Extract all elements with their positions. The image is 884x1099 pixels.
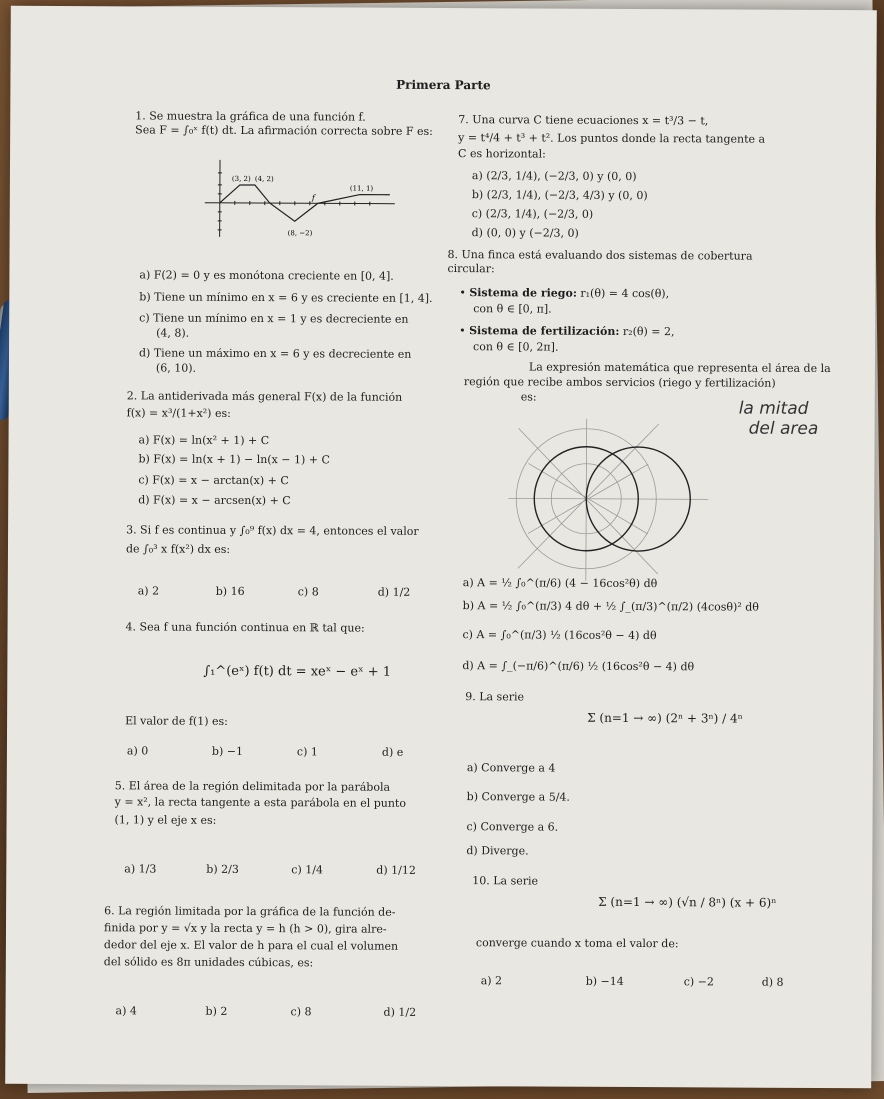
q8-option-b: b) A = ½ ∫₀^(π/3) 4 dθ + ½ ∫_(π/3)^(π/2) (4cosθ)² dθ [462,599,759,614]
q8-option-a: a) A = ½ ∫₀^(π/6) (4 − 16cos²θ) dθ [462,576,658,591]
q3-option-d: d) 1/2 [377,585,411,599]
q7-line2: y = t⁴/4 + t³ + t². Los puntos donde la recta tangente a [458,131,766,146]
q5-option-b: b) 2/3 [206,862,239,876]
q7-line3: C es horizontal: [458,147,546,161]
q3-option-b: b) 16 [215,584,245,598]
q10-option-b: b) −14 [585,974,624,988]
q10-line2: converge cuando x toma el valor de: [475,936,679,951]
q1-graph-label-4: (8, −2) [287,229,313,238]
q5-option-c: c) 1/4 [291,863,323,877]
q6-line2: finida por y = √x y la recta y = h (h > 0), gira alre- [103,921,387,936]
q8-line3: La expresión matemática que representa el área de la [528,360,831,376]
q6-option-c: c) 8 [290,1005,312,1019]
q6-option-d: d) 1/2 [383,1005,417,1019]
q1-option-d: d) Tiene un máximo en x = 6 y es decreciente en [138,346,412,361]
q1-graph-label-5: f [311,193,315,203]
q8-line2: circular: [447,262,495,276]
q6-line4: del sólido es 8π unidades cúbicas, es: [103,955,314,970]
q10-option-c: c) −2 [683,975,714,989]
q9-series: Σ (n=1 → ∞) (2ⁿ + 3ⁿ) / 4ⁿ [587,710,743,726]
handwritten-note-1: la mitad [738,398,809,419]
q8-line1: 8. Una finca está evaluando dos sistemas de cobertura [447,248,753,263]
q1-line1: 1. Se muestra la gráfica de una función f. [135,109,366,124]
q6-line1: 6. La región limitada por la gráfica de la función de- [104,904,396,919]
q9-option-b: b) Converge a 5/4. [466,790,570,804]
q4-option-a: a) 0 [126,744,149,758]
exam-sheet [5,6,877,1089]
q6-option-a: a) 4 [115,1004,137,1018]
q2-option-b: b) F(x) = ln(x + 1) − ln(x − 1) + C [138,452,330,467]
q3-line1: 3. Si f es continua y ∫₀⁹ f(x) dx = 4, entonces el valor [126,523,419,538]
q8-bullet2-title: Sistema de fertilización: [469,324,620,338]
q4-option-d: d) e [381,745,404,759]
q7-option-c: c) (2/3, 1/4), (−2/3, 0) [471,207,594,221]
q3-option-c: c) 8 [297,585,319,599]
q3-line2: de ∫₀³ x f(x²) dx es: [125,542,231,556]
q5-line2: y = x², la recta tangente a esta parábola en el punto [114,795,407,810]
q4-equation: ∫₁^(eˣ) f(t) dt = xeˣ − eˣ + 1 [203,663,392,680]
q9-line1: 9. La serie [465,690,525,704]
q6-line3: dedor del eje x. El valor de h para el cual el volumen [103,938,399,953]
q4-line2: El valor de f(1) es: [125,714,228,728]
q9-option-d: d) Diverge. [466,844,529,858]
q5-line3: (1, 1) y el eje x es: [114,813,217,827]
q7-option-d: d) (0, 0) y (−2/3, 0) [471,226,579,240]
q8-option-c: c) A = ∫₀^(π/3) ½ (16cos²θ − 4) dθ [462,628,657,643]
q8-bullet1-domain: con θ ∈ [0, π]. [473,302,552,316]
q4-line1: 4. Sea f una función continua en ℝ tal que: [125,620,365,635]
q8-bullet2-eq: r₂(θ) = 2, [622,324,675,339]
q8-line4: región que recibe ambos servicios (riego y fertilización) [463,375,776,390]
q1-option-b: b) Tiene un mínimo en x = 6 y es creciente en [1, 4]. [139,290,433,305]
q1-function-graph [200,155,400,241]
q10-line1: 10. La serie [472,874,539,888]
q9-option-a: a) Converge a 4 [466,761,556,775]
q7-option-a: a) (2/3, 1/4), (−2/3, 0) y (0, 0) [471,169,637,184]
q1-option-c-cont: (4, 8). [156,326,190,340]
q8-polar-graph [508,408,739,589]
q5-option-d: d) 1/12 [376,863,416,877]
q1-line2: Sea F = ∫₀ˣ f(t) dt. La afirmación correcta sobre F es: [135,123,433,138]
q2-option-d: d) F(x) = x − arcsen(x) + C [138,493,291,508]
handwritten-note-2: del area [748,418,819,439]
q2-option-c: c) F(x) = x − arctan(x) + C [138,473,289,488]
q10-option-a: a) 2 [480,974,503,988]
q3-option-a: a) 2 [137,584,160,598]
q1-graph-label-3: (11, 1) [349,184,374,193]
q8-bullet1 [459,286,669,301]
q2-line1: 2. La antiderivada más general F(x) de la función [126,389,403,404]
q9-option-c: c) Converge a 6. [466,820,559,834]
q2-option-a: a) F(x) = ln(x² + 1) + C [138,433,270,448]
bullet-dot: • [459,324,470,338]
q1-option-d-cont: (6, 10). [155,361,197,375]
q8-bullet1-eq: r₁(θ) = 4 cos(θ), [580,286,670,301]
q8-bullet2 [459,324,674,339]
q8-bullet1-title: Sistema de riego: [469,286,577,300]
q1-graph-label-2: (4, 2) [254,175,274,184]
q2-line2: f(x) = x³/(1+x²) es: [126,406,231,420]
q6-option-b: b) 2 [205,1004,228,1018]
q8-bullet2-domain: con θ ∈ [0, 2π]. [473,340,559,354]
q4-option-c: c) 1 [296,745,318,759]
page-title: Primera Parte [396,77,491,93]
bullet-dot: • [459,286,470,300]
q5-line1: 5. El área de la región delimitada por la parábola [114,779,391,794]
q8-option-d: d) A = ∫_(−π/6)^(π/6) ½ (16cos²θ − 4) dθ [462,659,695,674]
q4-option-b: b) −1 [211,744,244,758]
q7-option-b: b) (2/3, 1/4), (−2/3, 4/3) y (0, 0) [471,188,648,203]
q1-option-c: c) Tiene un mínimo en x = 1 y es decreciente en [139,311,409,326]
q7-line1: 7. Una curva C tiene ecuaciones x = t³/3 − t, [458,113,709,128]
q5-option-a: a) 1/3 [124,862,157,876]
q1-option-a: a) F(2) = 0 y es monótona creciente en [0, 4]. [139,268,394,283]
q10-series: Σ (n=1 → ∞) (√n / 8ⁿ) (x + 6)ⁿ [598,894,777,910]
q10-option-d: d) 8 [761,975,784,989]
q1-graph-label-1: (3, 2) [231,174,251,183]
q8-line5: es: [520,390,537,404]
